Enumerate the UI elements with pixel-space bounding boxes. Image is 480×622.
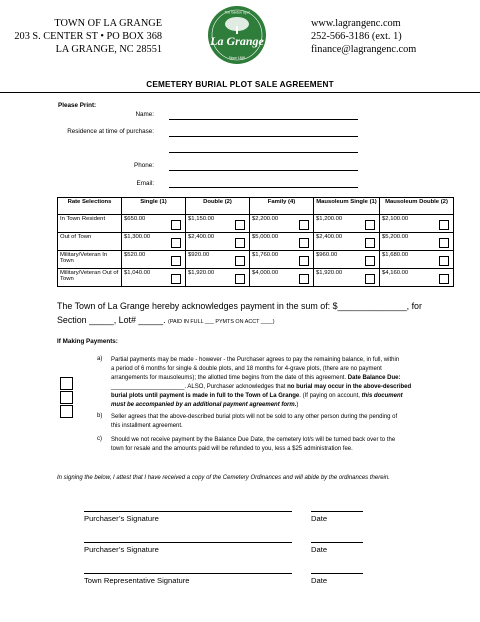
- attestation-statement: In signing the below, I attest that I have received a copy of the Cemetery Ordinances and will abide by the ordinances therein.: [57, 475, 390, 481]
- email-label: Email:: [136, 180, 154, 187]
- email-link[interactable]: finance@lagrangenc.com: [311, 44, 417, 55]
- select-checkbox[interactable]: [365, 220, 375, 230]
- signature-label: Purchaser’s Signature: [84, 545, 159, 554]
- town-logo: [196, 4, 278, 66]
- price-cell: $1,680.00: [382, 252, 409, 258]
- phone-number: 252-566-3186 (ext. 1): [311, 31, 402, 42]
- phone-field[interactable]: [169, 170, 358, 171]
- svg-text:La Grange: La Grange: [210, 34, 264, 48]
- signature-line[interactable]: [84, 511, 292, 512]
- signature-line[interactable]: [84, 573, 292, 574]
- header-rate-selections: Rate Selections: [58, 198, 122, 215]
- clause-a: Partial payments may be made - however - the Purchaser agrees to pay the remaining balance, in full, within a period of 6 months for single & double plots, and 18 months for 4-grave plots, (there are no payment arrangements for mausoleums); the allotted time begins from the date of this agreement. Date Balance Due: ______________________. ALSO, Purchaser acknowledges that no burial may occur in the above-described burial plots until payment is made in full to the Town of La Grange. (If paying on account, this document must be accompanied by an additional payment agreement form.): [111, 357, 412, 408]
- select-checkbox[interactable]: [439, 274, 449, 284]
- rate-table: [57, 197, 454, 287]
- select-checkbox[interactable]: [439, 220, 449, 230]
- website-link[interactable]: www.lagrangenc.com: [311, 18, 401, 29]
- select-checkbox[interactable]: [439, 238, 449, 248]
- signature-label: Town Representative Signature: [84, 576, 190, 585]
- signature-line[interactable]: [84, 542, 292, 543]
- date-line[interactable]: [311, 511, 363, 512]
- clause-c-letter: c): [97, 436, 102, 442]
- payment-option-checkbox[interactable]: [60, 377, 73, 390]
- select-checkbox[interactable]: [299, 256, 309, 266]
- clause-c: Should we not receive payment by the Balance Due Date, the cemetery lot/s will be turned back over to the town for resale and the amounts paid will be refunded to you, less a $25 administration fee.: [111, 437, 396, 452]
- header-double: Double (2): [186, 198, 250, 215]
- header-mausoleum-double: Mausoleum Double (2): [380, 198, 454, 215]
- payment-option-checkbox[interactable]: [60, 391, 73, 404]
- date-label: Date: [311, 545, 328, 554]
- header-single: Single (1): [122, 198, 186, 215]
- table-row: [58, 215, 454, 233]
- price-cell: $1,200.00: [316, 216, 343, 222]
- select-checkbox[interactable]: [235, 274, 245, 284]
- row-label: Military/Veteran In Town: [58, 251, 122, 269]
- title-divider: [0, 92, 480, 93]
- price-cell: $1,150.00: [188, 216, 215, 222]
- town-address-block: [0, 17, 162, 56]
- row-label: Out of Town: [58, 233, 122, 251]
- town-contact-block: [311, 17, 480, 56]
- select-checkbox[interactable]: [235, 238, 245, 248]
- town-name: TOWN OF LA GRANGE: [54, 18, 162, 29]
- residence-field-2[interactable]: [169, 152, 358, 153]
- paid-status-note: (PAID IN FULL ___ PYMTS ON ACCT ____): [168, 319, 275, 325]
- price-cell: $960.00: [316, 252, 338, 258]
- select-checkbox[interactable]: [171, 220, 181, 230]
- document-title: CEMETERY BURIAL PLOT SALE AGREEMENT: [146, 80, 334, 89]
- name-label: Name:: [135, 111, 154, 118]
- svg-text:The Garden Spot: The Garden Spot: [224, 10, 250, 15]
- price-cell: $920.00: [188, 252, 210, 258]
- residence-label: Residence at time of purchase:: [67, 128, 154, 135]
- select-checkbox[interactable]: [171, 238, 181, 248]
- select-checkbox[interactable]: [235, 220, 245, 230]
- price-cell: $650.00: [124, 216, 146, 222]
- city-state-zip: LA GRANGE, NC 28551: [55, 44, 162, 55]
- please-print-label: Please Print:: [58, 102, 97, 109]
- price-cell: $1,920.00: [316, 270, 343, 276]
- signature-label: Purchaser’s Signature: [84, 514, 159, 523]
- price-cell: $2,100.00: [382, 216, 409, 222]
- select-checkbox[interactable]: [299, 238, 309, 248]
- price-cell: $2,400.00: [188, 234, 215, 240]
- ack-line-2: Section _____, Lot# _____.: [57, 315, 169, 325]
- street-address: 203 S. CENTER ST • PO BOX 368: [14, 31, 162, 42]
- email-field[interactable]: [169, 187, 358, 188]
- clause-b: Seller agrees that the above-described burial plots will not be sold to any other person during the pending of this installment agreement.: [111, 414, 398, 429]
- select-checkbox[interactable]: [439, 256, 449, 266]
- select-checkbox[interactable]: [235, 256, 245, 266]
- table-row: [58, 233, 454, 251]
- row-label: Military/Veteran Out of Town: [58, 269, 122, 287]
- header-mausoleum-single: Mausoleum Single (1): [314, 198, 380, 215]
- payment-acknowledgement: [57, 299, 467, 329]
- svg-text:Since 1869: Since 1869: [228, 56, 246, 60]
- price-cell: $1,760.00: [252, 252, 279, 258]
- price-cell: $520.00: [124, 252, 146, 258]
- table-row: [58, 251, 454, 269]
- residence-field[interactable]: [169, 136, 358, 137]
- price-cell: $2,200.00: [252, 216, 279, 222]
- select-checkbox[interactable]: [365, 274, 375, 284]
- select-checkbox[interactable]: [365, 238, 375, 248]
- price-cell: $1,040.00: [124, 270, 151, 276]
- select-checkbox[interactable]: [299, 274, 309, 284]
- select-checkbox[interactable]: [299, 220, 309, 230]
- phone-label: Phone:: [134, 162, 154, 169]
- price-cell: $4,000.00: [252, 270, 279, 276]
- price-cell: $1,300.00: [124, 234, 151, 240]
- price-cell: $5,000.00: [252, 234, 279, 240]
- header-family: Family (4): [250, 198, 314, 215]
- date-line[interactable]: [311, 573, 363, 574]
- name-field[interactable]: [169, 119, 358, 120]
- select-checkbox[interactable]: [171, 274, 181, 284]
- clause-b-letter: b): [97, 413, 103, 419]
- select-checkbox[interactable]: [171, 256, 181, 266]
- price-cell: $2,400.00: [316, 234, 343, 240]
- date-line[interactable]: [311, 542, 363, 543]
- price-cell: $1,920.00: [188, 270, 215, 276]
- table-header-row: [58, 198, 454, 215]
- ack-line-1: The Town of La Grange hereby acknowledges payment in the sum of: $______________, for: [57, 301, 422, 311]
- payments-heading: If Making Payments:: [57, 338, 118, 345]
- table-row: [58, 269, 454, 287]
- payment-option-checkbox[interactable]: [60, 405, 73, 418]
- price-cell: $5,200.00: [382, 234, 409, 240]
- date-label: Date: [311, 514, 328, 523]
- date-label: Date: [311, 576, 328, 585]
- select-checkbox[interactable]: [365, 256, 375, 266]
- row-label: In Town Resident: [58, 215, 122, 233]
- clause-a-letter: a): [97, 356, 103, 362]
- price-cell: $4,160.00: [382, 270, 409, 276]
